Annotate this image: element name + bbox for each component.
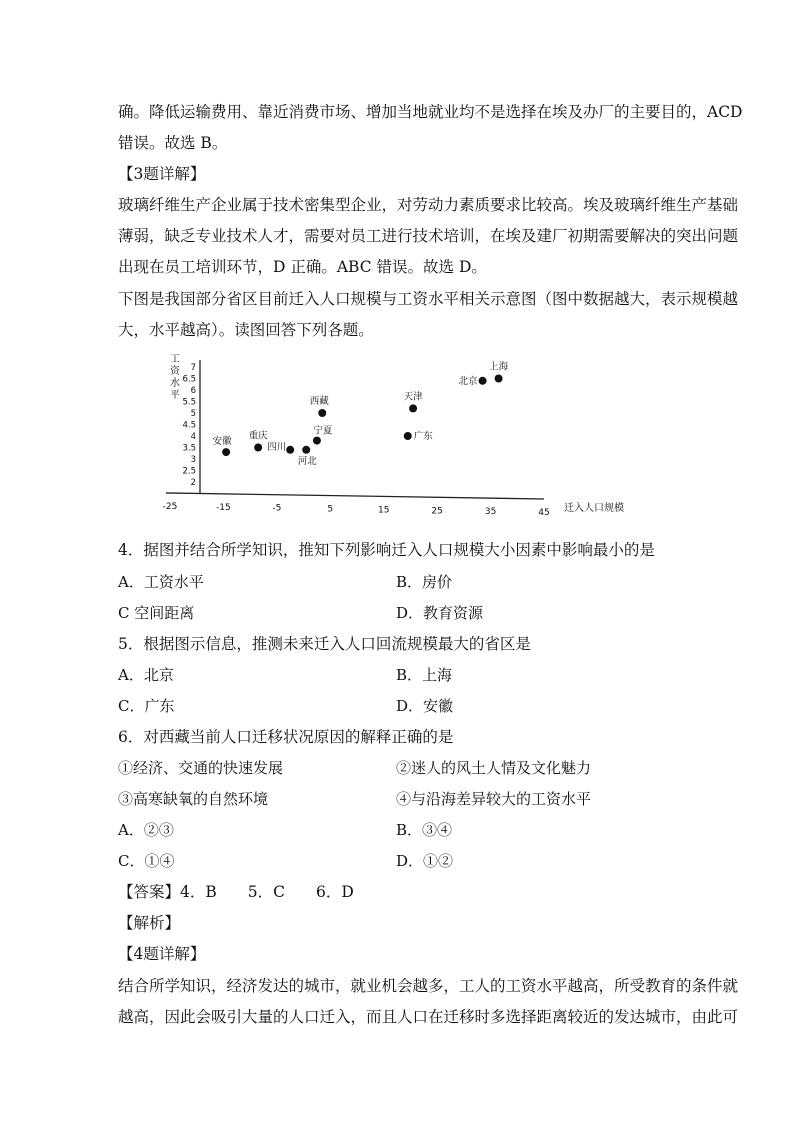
q4-option-c[interactable]: C 空间距离 — [118, 604, 195, 622]
y-tick-label: 4.5 — [182, 420, 196, 431]
x-axis-label: 迁入人口规模 — [564, 503, 624, 514]
paragraph-line: 出现在员工培训环节，D 正确。ABC 错误。故选 D。 — [118, 258, 487, 276]
q6-option-d[interactable]: D．①② — [396, 852, 454, 870]
question-4: 4．据图并结合所学知识，推知下列影响迁入人口规模大小因素中影响最小的是 — [118, 541, 655, 559]
point-label: 北京 — [458, 375, 478, 387]
q5-option-d[interactable]: D．安徽 — [396, 697, 454, 715]
point-label: 广东 — [413, 431, 433, 442]
data-point — [479, 377, 487, 385]
point-label: 天津 — [403, 391, 423, 403]
x-tick-label: 25 — [431, 506, 443, 517]
q6-statement-4: ④与沿海差异较大的工资水平 — [396, 790, 592, 808]
answer-line: 【答案】4．B 5．C 6．D — [118, 883, 354, 901]
q6-statement-2: ②迷人的风土人情及文化魅力 — [396, 759, 592, 777]
paragraph-line: 大，水平越高）。读图回答下列各题。 — [118, 321, 374, 339]
data-point — [409, 404, 417, 412]
q5-option-c[interactable]: C．广东 — [118, 697, 175, 715]
data-point — [302, 446, 310, 454]
y-tick-label: 6.5 — [182, 374, 196, 385]
paragraph-line: 薄弱，缺乏专业技术人才，需要对员工进行技术培训，在埃及建厂初期需要解决的突出问题 — [118, 227, 739, 245]
x-tick-label: -5 — [272, 503, 282, 514]
x-tick-label: 35 — [484, 507, 497, 518]
y-axis-label-1: 工 — [170, 354, 180, 365]
paragraph-line: 下图是我国部分省区目前迁入人口规模与工资水平相关示意图（图中数据越大，表示规模越 — [118, 290, 739, 308]
point-label: 重庆 — [248, 430, 268, 442]
q4-option-a[interactable]: A．工资水平 — [118, 573, 204, 591]
x-tick-label: 5 — [327, 504, 334, 515]
x-tick-label: -15 — [216, 502, 231, 513]
y-tick-label: 7 — [190, 363, 196, 373]
data-point — [222, 448, 230, 456]
x-axis — [166, 493, 544, 499]
q5-option-a[interactable]: A．北京 — [118, 666, 174, 684]
y-tick-label: 3.5 — [182, 443, 196, 454]
q4-option-d[interactable]: D．教育资源 — [396, 604, 484, 622]
x-tick-label: 15 — [377, 505, 390, 516]
scatter-chart — [160, 350, 660, 530]
paragraph-line: 越高，因此会吸引大量的人口迁入，而且人口在迁移时多选择距离较近的发达城市，由此可 — [118, 1008, 739, 1026]
point-label: 西藏 — [309, 396, 329, 407]
q4-option-b[interactable]: B．房价 — [396, 573, 453, 591]
y-tick-label: 5.5 — [182, 397, 196, 408]
paragraph-line: 确。降低运输费用、靠近消费市场、增加当地就业均不是选择在埃及办厂的主要目的，ACD — [118, 103, 743, 121]
section-heading: 【3题详解】 — [118, 165, 206, 183]
point-label: 安徽 — [212, 436, 232, 448]
y-tick-label: 2 — [190, 478, 196, 488]
question-6: 6．对西藏当前人口迁移状况原因的解释正确的是 — [118, 728, 454, 746]
analysis-heading: 【解析】 — [118, 914, 181, 932]
q6-option-c[interactable]: C．①④ — [118, 852, 175, 870]
question-5: 5．根据图示信息，推测未来迁入人口回流规模最大的省区是 — [118, 635, 531, 653]
y-tick-label: 3 — [190, 455, 196, 465]
x-tick-label: 45 — [538, 508, 550, 518]
point-label: 宁夏 — [313, 425, 333, 437]
section-heading: 【4题详解】 — [118, 945, 206, 963]
data-point — [404, 432, 412, 440]
y-tick-label: 6 — [190, 386, 196, 396]
paragraph-line: 结合所学知识，经济发达的城市，就业机会越多，工人的工资水平越高，所受教育的条件就 — [118, 977, 739, 995]
q6-option-a[interactable]: A．②③ — [118, 821, 174, 839]
x-tick-label: -25 — [162, 502, 178, 512]
data-point — [254, 444, 262, 452]
data-point — [286, 446, 294, 454]
point-label: 河北 — [297, 455, 317, 467]
paragraph-line: 玻璃纤维生产企业属于技术密集型企业，对劳动力素质要求比较高。埃及玻璃纤维生产基础 — [118, 196, 739, 214]
q6-statement-3: ③高寒缺氧的自然环境 — [118, 790, 269, 808]
data-point — [318, 409, 326, 417]
point-label: 上海 — [489, 361, 509, 373]
point-label: 四川 — [267, 441, 287, 453]
y-tick-label: 5 — [190, 409, 196, 419]
y-tick-label: 2.5 — [182, 466, 196, 477]
q5-option-b[interactable]: B．上海 — [396, 666, 453, 684]
q6-option-b[interactable]: B．③④ — [396, 821, 453, 839]
data-point — [313, 437, 321, 445]
q6-statement-1: ①经济、交通的快速发展 — [118, 759, 284, 777]
y-tick-label: 4 — [190, 432, 196, 442]
data-point — [495, 375, 503, 383]
y-axis-label-rest: 资水平 — [170, 366, 180, 401]
paragraph-line: 错误。故选 B。 — [118, 134, 228, 152]
